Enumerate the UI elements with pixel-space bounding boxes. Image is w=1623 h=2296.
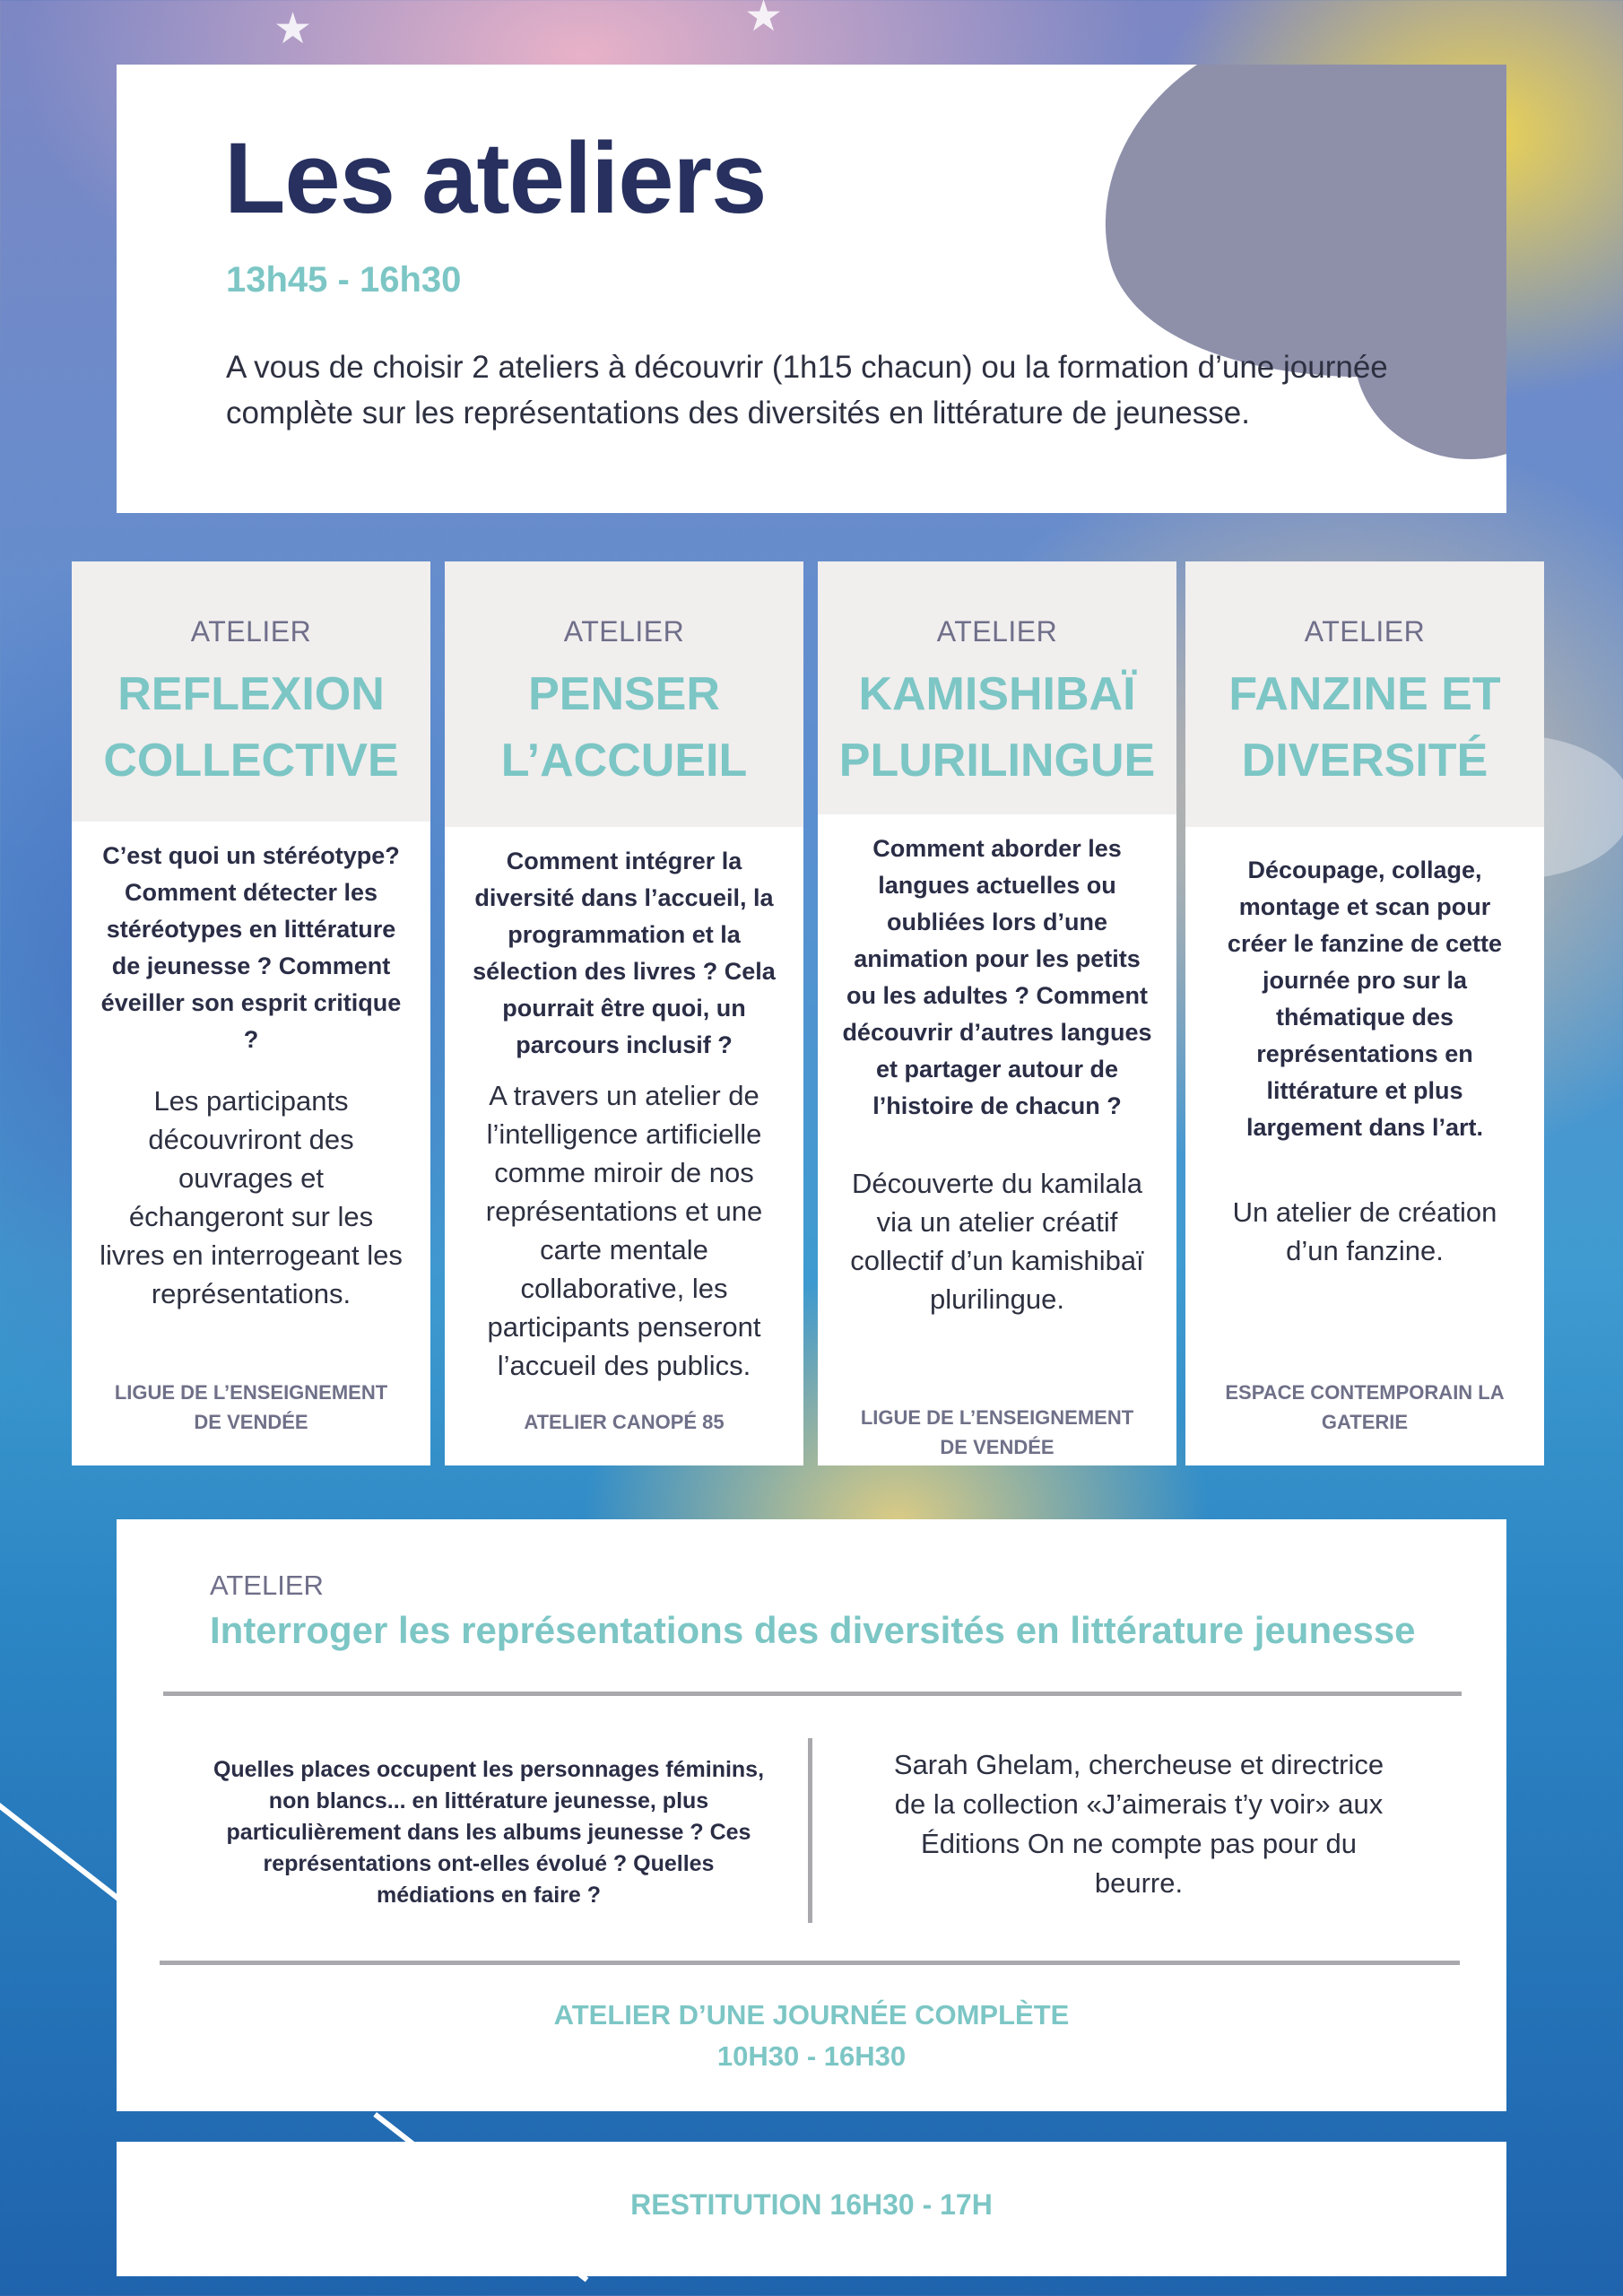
workshop-card: [818, 561, 1176, 1465]
fullday-title: Interroger les représentations des diversités en littérature jeunesse: [210, 1609, 1416, 1651]
workshop-title-line: REFLEXION: [117, 668, 385, 720]
workshop-organizer: ESPACE CONTEMPORAIN LA GATERIE: [1225, 1381, 1505, 1433]
fullday-question: Quelles places occupent les personnages féminins, non blancs... en littérature jeunesse, plus particulièrement dans les albums jeunesse ? Ces représentations ont-elles évolué ? Quelles médiations en faire ?: [213, 1757, 765, 1908]
workshop-question: C’est quoi un stéréotype? Comment détecter les stéréotypes en littérature de jeunesse ? Comment éveiller son esprit critique ?: [100, 842, 402, 1053]
workshop-organizer: LIGUE DE L’ENSEIGNEMENT DE VENDÉE: [860, 1406, 1134, 1458]
workshop-kicker: ATELIER: [1304, 615, 1426, 648]
workshop-title: [445, 661, 803, 812]
workshop-kicker: ATELIER: [936, 615, 1058, 648]
workshop-question: Découpage, collage, montage et scan pour créer le fanzine de cette journée pro sur la thématique des représentations en littérature et plus largement dans l’art.: [1227, 857, 1503, 1141]
star-icon: ★: [744, 0, 784, 40]
workshop-title: [1185, 661, 1544, 812]
fullday-speaker: Sarah Ghelam, chercheuse et directrice de la collection «J’aimerais t’y voir» aux Éditions On ne compte pas pour du beurre.: [893, 1749, 1384, 1899]
decorative-line: [0, 1803, 127, 1907]
workshop-question: Comment aborder les langues actuelles ou oubliées lors d’une animation pour les petits ou les adultes ? Comment découvrir d’autres langues et partager autour de l’histoire de chacun ?: [842, 835, 1152, 1119]
workshop-title-line: PLURILINGUE: [838, 735, 1156, 787]
workshop-title: [72, 661, 430, 812]
workshop-card: [1185, 561, 1544, 1465]
divider: [808, 1738, 812, 1923]
restitution-panel: [117, 2142, 1506, 2276]
workshop-description: Découverte du kamilala via un atelier créatif collectif d’un kamishibaï plurilingue.: [850, 1168, 1144, 1315]
workshop-title: [818, 661, 1176, 812]
workshop-title-line: KAMISHIBAÏ: [858, 668, 1136, 720]
fullday-kicker: ATELIER: [210, 1570, 324, 1601]
workshop-organizer: LIGUE DE L’ENSEIGNEMENT DE VENDÉE: [114, 1381, 388, 1433]
workshop-title-line: COLLECTIVE: [103, 735, 399, 787]
workshop-title-line: FANZINE ET: [1228, 668, 1501, 720]
workshop-card-header: [818, 561, 1176, 814]
workshop-description: Un atelier de création d’un fanzine.: [1232, 1196, 1497, 1266]
fullday-duration-line: 10H30 - 16H30: [716, 2040, 907, 2072]
star-icon: ★: [273, 5, 313, 53]
workshop-title-line: PENSER: [528, 668, 720, 720]
workshop-card-header: [1185, 561, 1544, 827]
workshop-description: Les participants découvriront des ouvrages et échangeront sur les livres en interrogeant les représentations.: [100, 1085, 403, 1309]
workshop-card-header: [445, 561, 803, 827]
page-title: Les ateliers: [224, 122, 767, 234]
divider: [163, 1692, 1462, 1696]
fullday-duration: [117, 1995, 1506, 2077]
workshop-question: Comment intégrer la diversité dans l’accueil, la programmation et la sélection des livres ? Cela pourrait être quoi, un parcours inclusif ?: [473, 848, 776, 1058]
header-panel: [117, 65, 1506, 513]
fullday-duration-line: ATELIER D’UNE JOURNÉE COMPLÈTE: [553, 1999, 1070, 2031]
workshop-card: [72, 561, 430, 1465]
workshop-kicker: ATELIER: [563, 615, 685, 648]
workshop-title-line: DIVERSITÉ: [1241, 735, 1488, 787]
workshop-title-line: L’ACCUEIL: [500, 735, 748, 787]
workshop-card-header: [72, 561, 430, 822]
workshop-card: [445, 561, 803, 1465]
divider: [160, 1961, 1460, 1965]
fullday-workshop-panel: [117, 1519, 1506, 2111]
intro-text: A vous de choisir 2 ateliers à découvrir (1h15 chacun) ou la formation d’une journée complète sur les représentations des diversités en littérature de jeunesse.: [226, 350, 1388, 430]
workshop-kicker: ATELIER: [190, 615, 312, 648]
schedule-time: 13h45 - 16h30: [226, 260, 462, 300]
workshop-organizer: ATELIER CANOPÉ 85: [524, 1411, 725, 1433]
restitution-label: RESTITUTION 16H30 - 17H: [630, 2188, 993, 2221]
workshop-description: A travers un atelier de l’intelligence artificielle comme miroir de nos représentations et une carte mentale collaborative, les participants penseront l’accueil des publics.: [485, 1080, 763, 1381]
